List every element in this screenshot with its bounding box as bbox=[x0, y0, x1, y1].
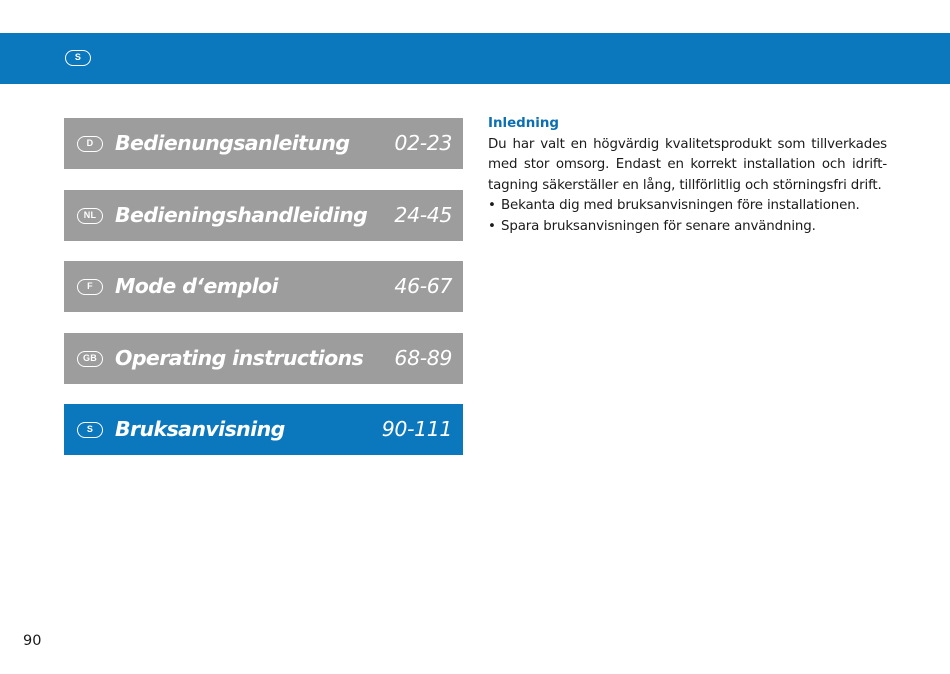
language-badge-nl: NL bbox=[77, 208, 103, 224]
toc-row-german[interactable] bbox=[64, 118, 463, 169]
list-item-text: Bekanta dig med bruksanvisningen före installationen. bbox=[501, 198, 860, 213]
toc-page-range: 68-89 bbox=[394, 345, 452, 370]
toc-title: Bedieningshandleiding bbox=[115, 202, 368, 227]
toc-title: Bedienungsanleitung bbox=[115, 131, 350, 155]
language-badge-se: S bbox=[77, 422, 103, 438]
language-badge-gb: GB bbox=[77, 351, 103, 367]
list-item bbox=[488, 217, 887, 238]
bullet-icon: • bbox=[488, 218, 496, 234]
list-item bbox=[488, 196, 887, 217]
language-badge-fr: F bbox=[77, 279, 103, 295]
section-heading: Inledning bbox=[488, 116, 560, 131]
intro-paragraph: Du har valt en högvärdig kvalitetsprodukt som tillverkades med stor omsorg. Endast en korrekt installation och idrift-tagning säkerställer en lång, tillförlitlig och störningsfri drift. bbox=[488, 136, 887, 193]
toc-page-range: 02-23 bbox=[394, 131, 452, 155]
toc-title: Operating instructions bbox=[115, 345, 364, 370]
intro-bullet-list bbox=[488, 196, 887, 237]
toc-page-range: 90-111 bbox=[381, 417, 452, 441]
language-badge-de: D bbox=[77, 136, 103, 152]
introduction-section bbox=[488, 114, 887, 237]
toc-row-french[interactable] bbox=[64, 261, 463, 312]
toc-page-range: 46-67 bbox=[394, 274, 452, 298]
toc-row-english[interactable] bbox=[64, 333, 463, 384]
table-of-contents bbox=[64, 118, 463, 476]
toc-title: Mode d‘emploi bbox=[115, 274, 278, 298]
toc-row-dutch[interactable] bbox=[64, 190, 463, 241]
bullet-icon: • bbox=[488, 198, 496, 213]
list-item-text: Spara bruksanvisningen för senare användning. bbox=[501, 218, 816, 234]
language-badge: S bbox=[65, 50, 91, 66]
toc-title: Bruksanvisning bbox=[115, 417, 285, 441]
toc-page-range: 24-45 bbox=[394, 202, 452, 227]
toc-row-swedish[interactable] bbox=[64, 404, 463, 455]
header-band bbox=[0, 33, 950, 84]
page-number: 90 bbox=[23, 633, 42, 649]
